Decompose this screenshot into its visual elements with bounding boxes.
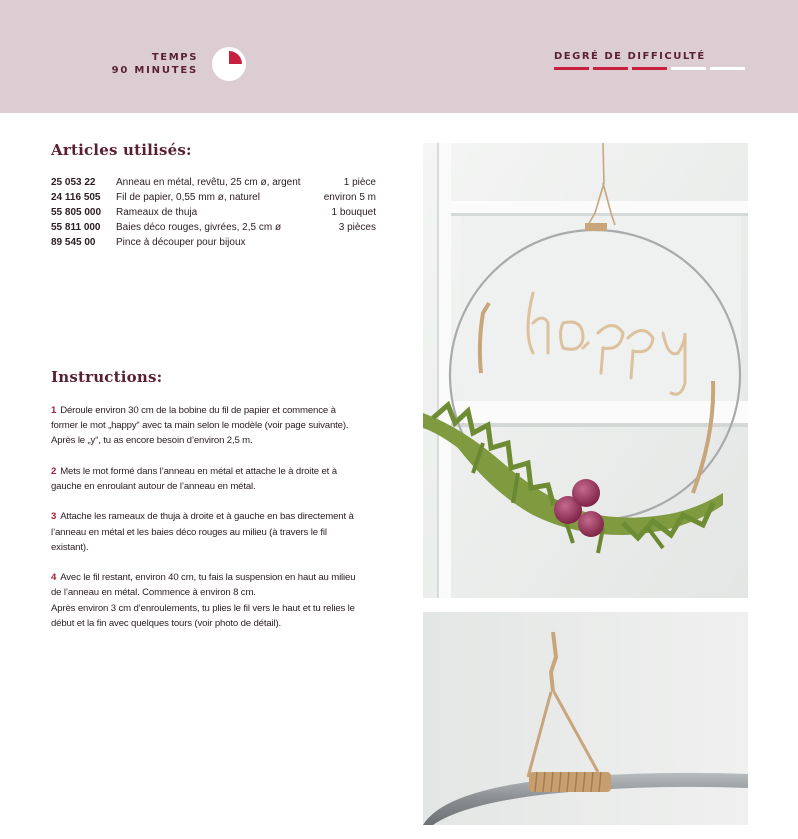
instruction-step	[51, 403, 376, 449]
article-row	[51, 175, 376, 190]
article-code: 89 545 00	[51, 237, 96, 248]
difficulty-segment	[632, 67, 667, 70]
article-qty: 1 bouquet	[331, 207, 376, 218]
difficulty-segment	[593, 67, 628, 70]
time-value: 90 MINUTES	[111, 65, 198, 76]
articles-title: Articles utilisés:	[51, 141, 192, 159]
article-qty: 1 pièce	[343, 177, 376, 188]
step-text: Mets le mot formé dans l’anneau en métal et attache le à droite et à gauche en enroulant autour de l’anneau en métal.	[51, 465, 337, 492]
article-qty: 3 pièces	[338, 222, 376, 233]
step-text: Avec le fil restant, environ 40 cm, tu fais la suspension en haut au milieu de l’anneau en métal. Commence à environ 8 cm. Après environ 3 cm d’enroulements, tu plies le fil vers le haut et tu relies le début et la fin avec quelques tours (voir photo de détail).	[51, 572, 356, 629]
instructions-list	[51, 403, 376, 646]
step-text: Attache les rameaux de thuja à droite et à gauche en bas directement à l’anneau en métal et les baies déco rouges au milieu (à travers le fil existant).	[51, 511, 354, 553]
difficulty-segment	[710, 67, 745, 70]
article-code: 25 053 22	[51, 177, 96, 188]
difficulty-segment	[671, 67, 706, 70]
difficulty-meter	[554, 67, 745, 70]
article-code: 55 805 000	[51, 207, 102, 218]
articles-list	[51, 175, 376, 250]
instruction-step	[51, 509, 376, 555]
hanger-detail-photo	[423, 612, 748, 825]
step-number: 3	[51, 511, 57, 523]
time-title: TEMPS	[151, 52, 198, 63]
step-number: 1	[51, 405, 57, 416]
article-name: Baies déco rouges, givrées, 2,5 cm ø	[116, 222, 282, 233]
instruction-step	[51, 464, 376, 494]
article-code: 24 116 505	[51, 192, 101, 203]
difficulty-segment	[554, 67, 589, 70]
step-number: 2	[51, 465, 57, 477]
article-row	[51, 205, 376, 220]
article-code: 55 811 000	[51, 222, 101, 233]
step-number: 4	[51, 572, 57, 584]
article-row	[51, 220, 376, 235]
article-row	[51, 190, 376, 205]
difficulty-label: DEGRÉ DE DIFFICULTÉ	[554, 51, 706, 62]
article-name: Anneau en métal, revêtu, 25 cm ø, argent	[116, 177, 301, 188]
article-name: Pince à découper pour bijoux	[116, 237, 246, 248]
article-row	[51, 235, 376, 250]
time-label	[112, 51, 198, 77]
header-band	[0, 0, 798, 113]
article-qty: environ 5 m	[323, 192, 376, 203]
instructions-title: Instructions:	[51, 368, 163, 386]
wreath-photo	[423, 143, 748, 598]
clock-icon	[212, 47, 246, 81]
instruction-step	[51, 570, 376, 631]
article-name: Fil de papier, 0,55 mm ø, naturel	[116, 192, 260, 203]
article-name: Rameaux de thuja	[116, 207, 198, 218]
step-text: Déroule environ 30 cm de la bobine du fil de papier et commence à former le mot „happy“ avec ta main selon le modèle (voir page suivante). Après le „y“, tu as encore besoin d’environ 2,5 m.	[51, 405, 349, 447]
